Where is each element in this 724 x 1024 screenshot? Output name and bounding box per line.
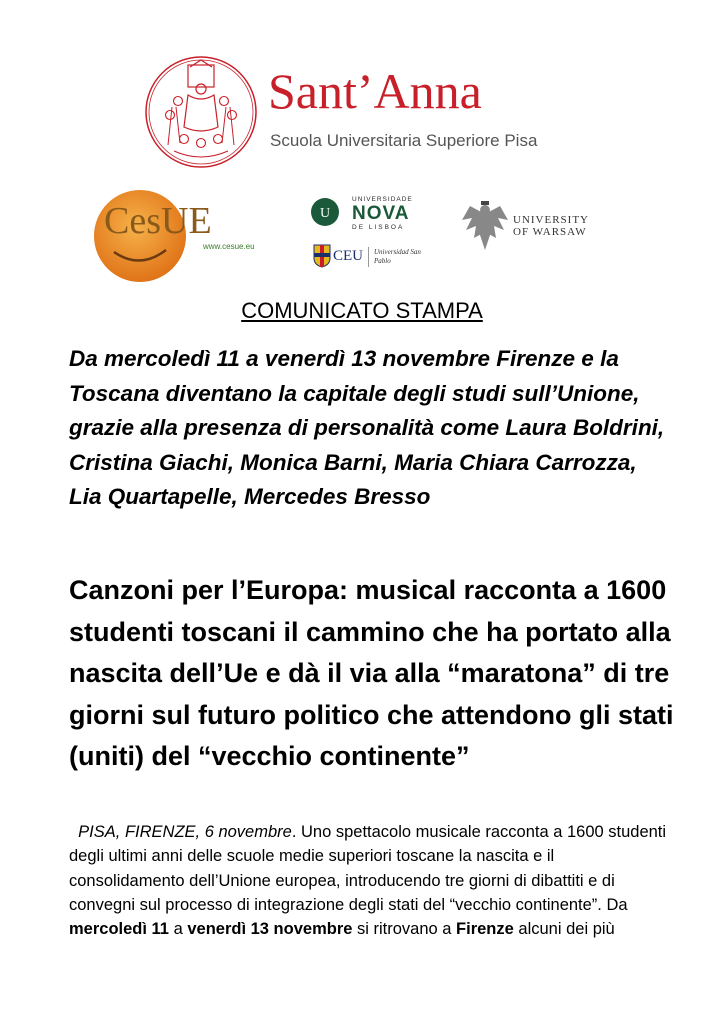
document-body-paragraph bbox=[69, 820, 669, 941]
body-text-1: . Uno spettacolo musicale racconta a 1600 studenti degli ultimi anni delle scuole medie superiori toscane la nascita e il consolidamento dell’Unione europea, introducendo tre giorni di dibattiti e di convegni sul processo di integrazione degli stati del “vecchio continente”. Da bbox=[69, 823, 667, 914]
document-headline: Canzoni per l’Europa: musical racconta a 1600 studenti toscani il cammino che ha portato alla nascita dell’Ue e dà il via alla “maratona” di tre giorni sul futuro politico che attendono gli stati (uniti) del “vecchio continente” bbox=[69, 575, 674, 771]
body-text-4: alcuni dei più bbox=[513, 920, 615, 939]
body-bold-2: venerdì 13 novembre bbox=[187, 920, 353, 939]
nova-line1: UNIVERSIDADE bbox=[352, 196, 413, 203]
nova-line3: DE LISBOA bbox=[352, 224, 405, 231]
body-text-2: a bbox=[168, 920, 188, 939]
warsaw-line1: UNIVERSITY bbox=[513, 214, 589, 226]
warsaw-line2: OF WARSAW bbox=[513, 226, 587, 238]
nova-line2: NOVA bbox=[352, 203, 410, 224]
santanna-seal-logo bbox=[144, 55, 258, 174]
institution-name: Sant’Anna bbox=[268, 63, 482, 119]
body-bold-1: mercoledì 11 bbox=[69, 920, 169, 939]
nova-emblem-icon bbox=[305, 196, 345, 233]
svg-text:U: U bbox=[319, 206, 331, 221]
ceu-subtitle: Universidad San Pablo bbox=[374, 248, 421, 265]
cesue-wordmark: CesUE bbox=[104, 200, 212, 242]
ceu-name: CEU bbox=[333, 248, 363, 264]
cesue-url: www.cesue.eu bbox=[203, 242, 255, 251]
ceu-divider bbox=[368, 247, 369, 267]
warsaw-eagle-icon bbox=[460, 200, 510, 257]
document-heading: COMUNICATO STAMPA bbox=[241, 298, 483, 323]
body-bold-3: Firenze bbox=[456, 920, 514, 939]
institution-subtitle: Scuola Universitaria Superiore Pisa bbox=[270, 131, 538, 150]
dateline: PISA, FIRENZE, 6 novembre bbox=[78, 823, 292, 841]
ceu-shield-icon bbox=[313, 244, 331, 273]
body-text-3: si ritrovano a bbox=[352, 920, 457, 939]
document-subtitle: Da mercoledì 11 a venerdì 13 novembre Firenze e la Toscana diventano la capitale degli studi sull’Unione, grazie alla presenza di personalità come Laura Boldrini, Cristina Giachi, Monica Barni, Maria Chiara Carrozza, Lia Quartapelle, Mercedes Bresso bbox=[69, 346, 665, 509]
